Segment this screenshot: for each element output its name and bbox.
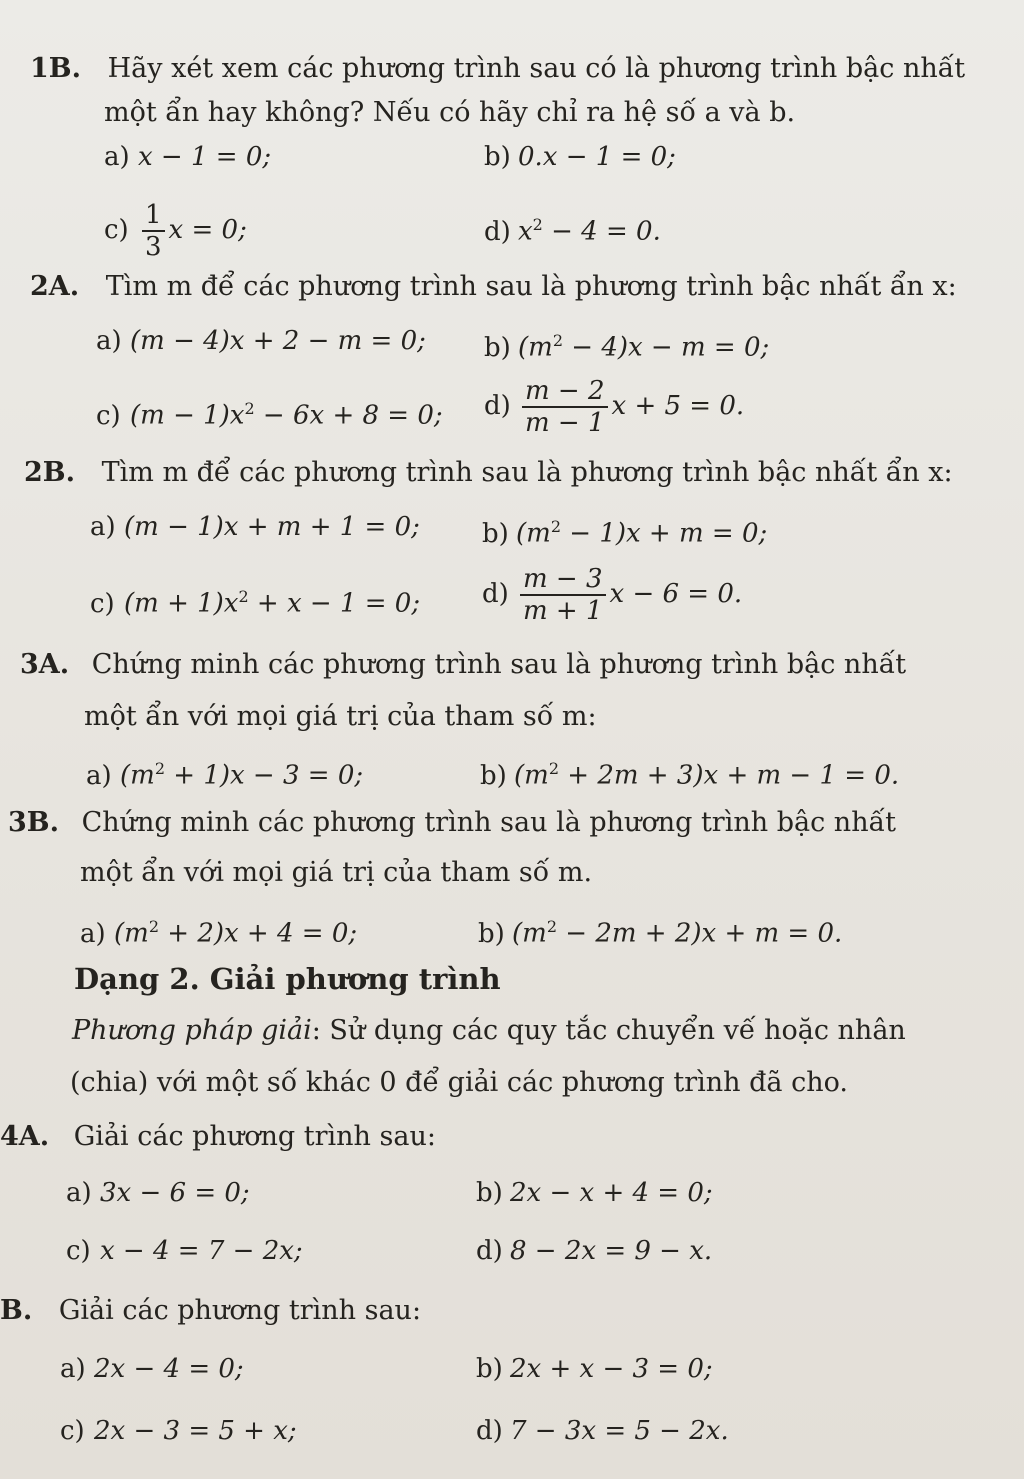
problem-2a-c <box>96 392 443 433</box>
item-label: b) <box>476 1178 503 1208</box>
item-label: c) <box>66 1236 91 1266</box>
exponent: 2 <box>548 759 559 778</box>
item-label: b) <box>476 1354 503 1384</box>
problem-2b-heading <box>24 456 953 490</box>
problem-4a-a <box>66 1176 250 1210</box>
item-label: b) <box>484 332 511 363</box>
problem-3b-b <box>478 910 842 951</box>
equation: − 6x + 8 = 0; <box>254 400 443 431</box>
problem-4b-c <box>60 1414 297 1448</box>
numerator: m − 3 <box>520 564 606 596</box>
fraction <box>520 564 606 626</box>
equation: (m <box>114 918 149 949</box>
exponent: 2 <box>238 587 249 606</box>
problem-text: Giải các phương trình sau: <box>58 1295 422 1326</box>
problem-label: 3A. <box>20 649 70 680</box>
exponent: 2 <box>154 759 165 778</box>
method-label: Phương pháp giải <box>72 1015 312 1046</box>
problem-label: 3B. <box>8 807 60 838</box>
problem-3a-b <box>480 752 899 793</box>
equation: (m − 1)x <box>130 400 245 431</box>
item-label: c) <box>96 400 121 431</box>
method-text: : Sử dụng các quy tắc chuyển vế hoặc nhân <box>311 1015 906 1046</box>
problem-1b-a <box>104 140 271 174</box>
problem-2a-b <box>484 324 769 365</box>
fraction <box>142 200 165 262</box>
problem-1b-c <box>104 200 247 262</box>
equation: (m + 1)x <box>124 588 239 619</box>
problem-label: 1B. <box>30 53 82 84</box>
item-label: a) <box>86 760 112 791</box>
equation: (m − 4)x + 2 − m = 0; <box>130 326 426 356</box>
equation: 0.x − 1 = 0; <box>518 142 676 172</box>
item-label: a) <box>104 142 130 172</box>
equation: x = 0; <box>168 215 247 245</box>
problem-2a-d <box>484 376 744 438</box>
problem-3b-a <box>80 910 357 951</box>
item-label: a) <box>60 1354 86 1384</box>
exponent: 2 <box>532 215 543 234</box>
problem-4b-d <box>476 1414 729 1448</box>
equation: 2x − x + 4 = 0; <box>510 1178 713 1208</box>
item-label: b) <box>478 918 505 949</box>
fraction <box>522 376 608 438</box>
equation: − 1)x + m = 0; <box>561 518 768 549</box>
problem-3b-text-line2: một ẩn với mọi giá trị của tham số m. <box>80 857 593 888</box>
problem-text: Tìm m để các phương trình sau là phương trình bậc nhất ẩn x: <box>105 271 957 302</box>
exponent: 2 <box>550 517 561 536</box>
problem-label: 2B. <box>24 457 76 488</box>
problem-4b-b <box>476 1352 713 1386</box>
equation: 3x − 6 = 0; <box>100 1178 250 1208</box>
problem-3a-a <box>86 752 363 793</box>
problem-1b-text-line2: một ẩn hay không? Nếu có hãy chỉ ra hệ số a và b. <box>104 97 796 128</box>
equation: x <box>518 216 533 247</box>
method-line1 <box>72 1014 906 1048</box>
problem-2b-c <box>90 580 420 621</box>
equation: + 2m + 3)x + m − 1 = 0. <box>559 760 900 791</box>
denominator: m + 1 <box>523 596 603 626</box>
problem-label: B. <box>0 1295 33 1326</box>
equation: (m − 1)x + m + 1 = 0; <box>124 512 420 542</box>
item-label: a) <box>90 512 116 542</box>
item-label: d) <box>484 216 511 247</box>
item-label: d) <box>484 391 511 421</box>
exponent: 2 <box>552 331 563 350</box>
item-label: c) <box>60 1416 85 1446</box>
problem-text: Tìm m để các phương trình sau là phương trình bậc nhất ẩn x: <box>101 457 953 488</box>
problem-text: Giải các phương trình sau: <box>73 1121 436 1152</box>
equation: (m <box>518 332 553 363</box>
problem-label: 4A. <box>0 1121 50 1152</box>
item-label: a) <box>96 326 122 356</box>
equation: x − 4 = 7 − 2x; <box>100 1236 303 1266</box>
exponent: 2 <box>244 399 255 418</box>
equation: (m <box>514 760 549 791</box>
problem-3a-heading <box>20 648 906 682</box>
problem-2a-heading <box>30 270 957 304</box>
numerator: m − 2 <box>522 376 608 408</box>
equation: (m <box>512 918 547 949</box>
problem-4a-d <box>476 1234 712 1268</box>
item-label: d) <box>482 579 509 609</box>
denominator: 3 <box>145 232 162 262</box>
problem-text: Chứng minh các phương trình sau là phương trình bậc nhất <box>91 649 907 680</box>
equation: x − 1 = 0; <box>138 142 272 172</box>
item-label: d) <box>476 1416 503 1446</box>
equation: 2x + x − 3 = 0; <box>510 1354 713 1384</box>
exponent: 2 <box>148 917 159 936</box>
equation: 8 − 2x = 9 − x. <box>510 1236 713 1266</box>
problem-2a-a <box>96 324 426 358</box>
problem-3b-heading <box>8 806 896 840</box>
problem-2b-d <box>482 564 742 626</box>
item-label: a) <box>66 1178 92 1208</box>
equation: (m <box>516 518 551 549</box>
equation: − 4)x − m = 0; <box>563 332 770 363</box>
item-label: c) <box>104 215 129 245</box>
equation: 2x − 4 = 0; <box>94 1354 244 1384</box>
problem-label: 2A. <box>30 271 80 302</box>
section-title: Dạng 2. Giải phương trình <box>74 962 501 996</box>
item-label: d) <box>476 1236 503 1266</box>
item-label: b) <box>480 760 507 791</box>
problem-2b-b <box>482 510 767 551</box>
problem-4b-a <box>60 1352 244 1386</box>
problem-1b-heading <box>30 52 965 86</box>
equation: − 2m + 2)x + m = 0. <box>557 918 843 949</box>
problem-1b-b <box>484 140 676 174</box>
problem-text: Hãy xét xem các phương trình sau có là phương trình bậc nhất <box>107 53 966 84</box>
equation: 2x − 3 = 5 + x; <box>94 1416 297 1446</box>
problem-4a-b <box>476 1176 713 1210</box>
item-label: c) <box>90 588 115 619</box>
equation: (m <box>120 760 155 791</box>
item-label: a) <box>80 918 106 949</box>
equation: + 2)x + 4 = 0; <box>159 918 358 949</box>
problem-4a-heading <box>0 1120 436 1154</box>
equation: + 1)x − 3 = 0; <box>165 760 364 791</box>
problem-1b-d <box>484 208 661 249</box>
equation: x − 6 = 0. <box>609 579 743 609</box>
equation: + x − 1 = 0; <box>248 588 421 619</box>
problem-text: Chứng minh các phương trình sau là phương trình bậc nhất <box>81 807 896 838</box>
problem-4a-c <box>66 1234 303 1268</box>
problem-4b-heading <box>0 1294 421 1328</box>
problem-3a-text-line2: một ẩn với mọi giá trị của tham số m: <box>84 701 597 732</box>
numerator: 1 <box>142 200 165 232</box>
denominator: m − 1 <box>525 408 605 438</box>
equation: − 4 = 0. <box>542 216 661 247</box>
exponent: 2 <box>546 917 557 936</box>
item-label: b) <box>482 518 509 549</box>
method-line2: (chia) với một số khác 0 để giải các phương trình đã cho. <box>70 1067 848 1098</box>
item-label: b) <box>484 142 511 172</box>
problem-2b-a <box>90 510 420 544</box>
equation: 7 − 3x = 5 − 2x. <box>510 1416 729 1446</box>
equation: x + 5 = 0. <box>611 391 745 421</box>
